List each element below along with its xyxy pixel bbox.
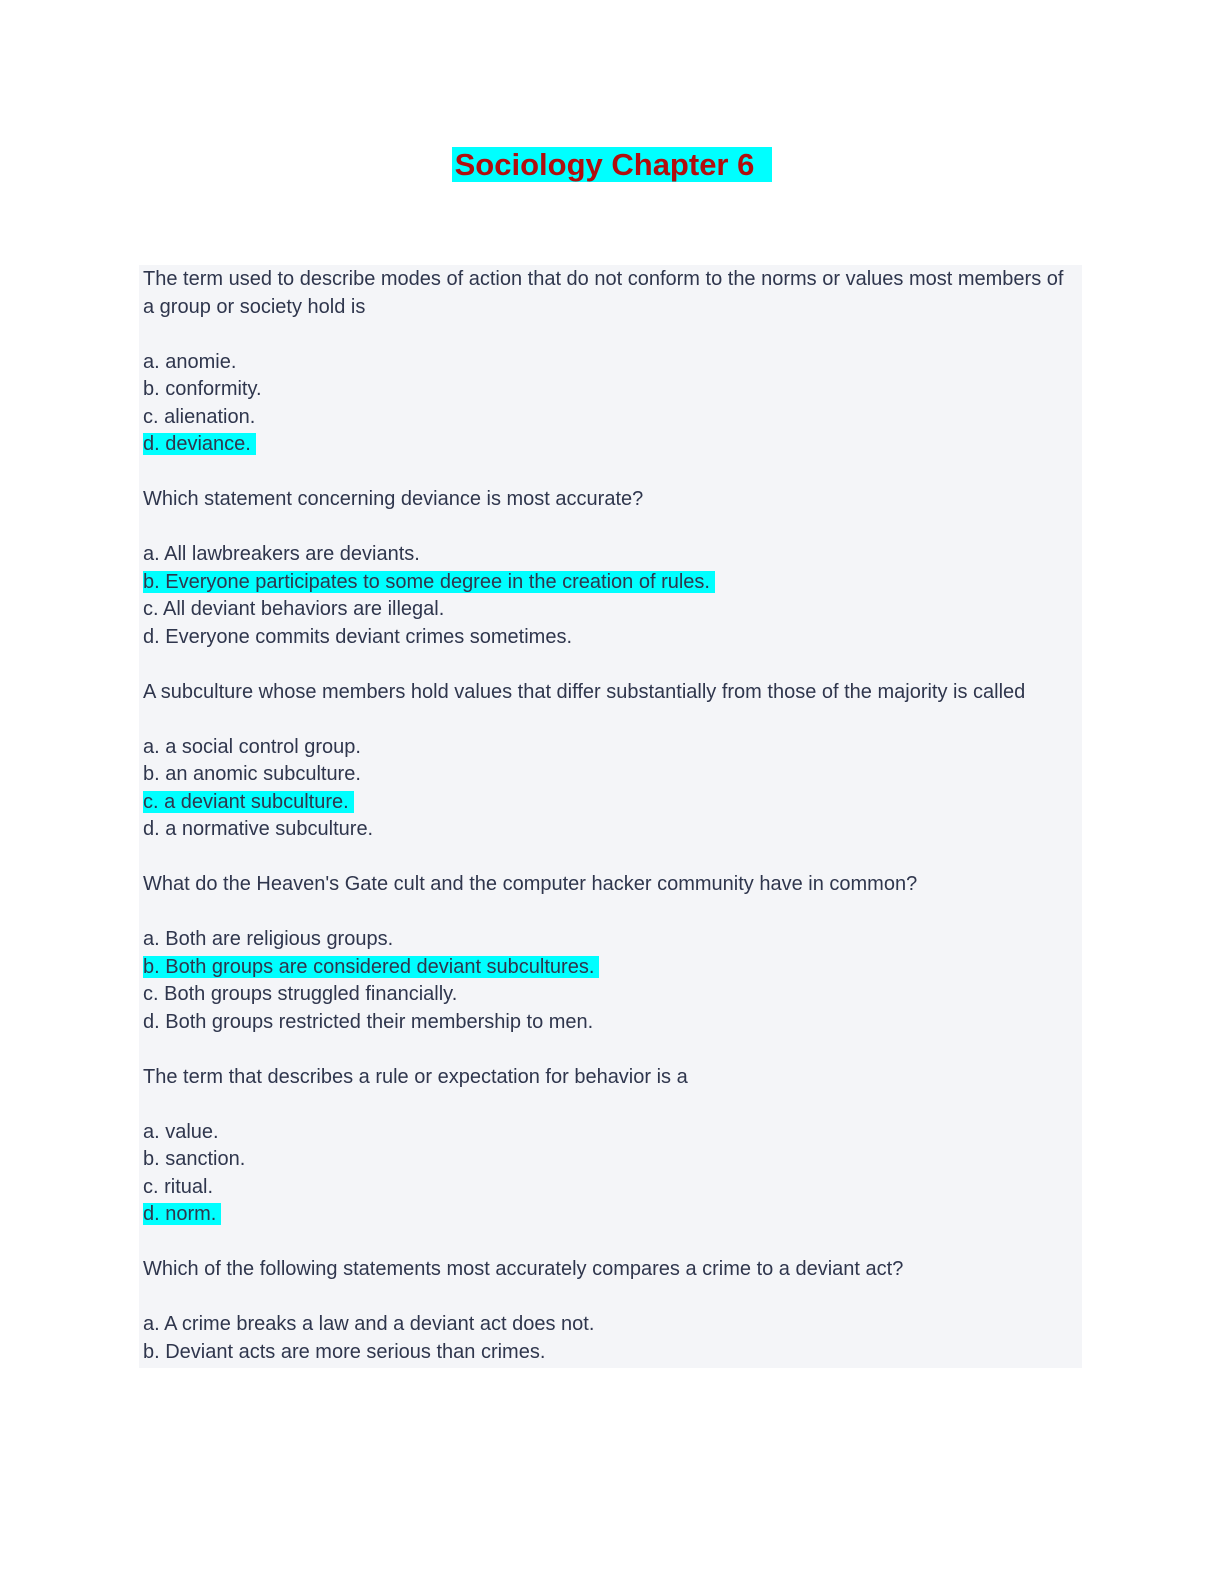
options-list: [143, 541, 1078, 651]
answer-option: [143, 541, 1078, 569]
options-list: [143, 734, 1078, 844]
answer-option: [143, 1146, 1078, 1174]
answer-label: c. ritual.: [143, 1175, 214, 1198]
question-block: [143, 486, 1078, 651]
question-prompt: Which of the following statements most accurately compares a crime to a deviant act?: [143, 1258, 904, 1280]
answer-label: b. sanction.: [143, 1148, 246, 1170]
answer-label: c. alienation.: [143, 405, 256, 428]
options-list: [143, 349, 1078, 459]
answer-option: [143, 981, 1078, 1009]
answer-option: [143, 954, 1078, 982]
answer-label: b. an anomic subculture.: [143, 763, 361, 785]
question-block: [143, 679, 1078, 844]
page-title: [0, 143, 1224, 187]
answer-label: a. value.: [143, 1120, 219, 1143]
page-title-highlight: Sociology Chapter 6: [452, 147, 773, 182]
answer-option: [143, 926, 1078, 954]
answer-option: [143, 624, 1078, 652]
question-prompt: Which statement concerning deviance is most accurate?: [143, 488, 644, 510]
answer-option: [143, 1201, 1078, 1229]
question-prompt: The term that describes a rule or expectation for behavior is a: [143, 1065, 688, 1088]
answer-option: [143, 404, 1078, 432]
answer-option: [143, 761, 1078, 789]
correct-answer-highlight: d. norm.: [143, 1203, 221, 1225]
question-prompt: What do the Heaven's Gate cult and the computer hacker community have in common?: [143, 873, 918, 895]
answer-option: [143, 1311, 1078, 1339]
document-content: [139, 265, 1082, 1368]
answer-option: [143, 1119, 1078, 1147]
answer-label: d. a normative subculture.: [143, 818, 374, 840]
document-header: [0, 0, 1224, 187]
answer-option: [143, 1339, 1078, 1367]
question-block: [143, 1256, 1078, 1366]
answer-label: a. Both are religious groups.: [143, 928, 394, 950]
answer-label: a. anomie.: [143, 350, 237, 373]
answer-option: [143, 431, 1078, 459]
answer-option: [143, 816, 1078, 844]
question-block: [143, 266, 1078, 459]
answer-label: b. Deviant acts are more serious than crimes.: [143, 1340, 546, 1363]
correct-answer-highlight: b. Everyone participates to some degree in the creation of rules.: [143, 571, 715, 593]
answer-option: [143, 789, 1078, 817]
answer-option: [143, 376, 1078, 404]
answer-option: [143, 1174, 1078, 1202]
question-prompt: The term used to describe modes of action that do not conform to the norms or values most members of a group or society hold is: [143, 268, 1064, 318]
answer-label: a. a social control group.: [143, 735, 361, 758]
question-prompt: A subculture whose members hold values that differ substantially from those of the majority is called: [143, 680, 1026, 703]
answer-option: [143, 734, 1078, 762]
question-block: [143, 1064, 1078, 1229]
answer-option: [143, 349, 1078, 377]
correct-answer-highlight: d. deviance.: [143, 433, 256, 455]
correct-answer-highlight: b. Both groups are considered deviant subcultures.: [143, 956, 599, 978]
answer-label: c. Both groups struggled financially.: [143, 983, 458, 1005]
answer-option: [143, 596, 1078, 624]
options-list: [143, 1311, 1078, 1366]
answer-option: [143, 569, 1078, 597]
answer-option: [143, 1009, 1078, 1037]
options-list: [143, 1119, 1078, 1229]
answer-label: d. Both groups restricted their membership to men.: [143, 1010, 594, 1033]
answer-label: a. All lawbreakers are deviants.: [143, 543, 420, 565]
answer-label: b. conformity.: [143, 378, 262, 400]
correct-answer-highlight: c. a deviant subculture.: [143, 791, 354, 813]
answer-label: d. Everyone commits deviant crimes sometimes.: [143, 625, 573, 648]
answer-label: a. A crime breaks a law and a deviant act does not.: [143, 1313, 595, 1335]
options-list: [143, 926, 1078, 1036]
answer-label: c. All deviant behaviors are illegal.: [143, 598, 445, 620]
question-block: [143, 871, 1078, 1036]
